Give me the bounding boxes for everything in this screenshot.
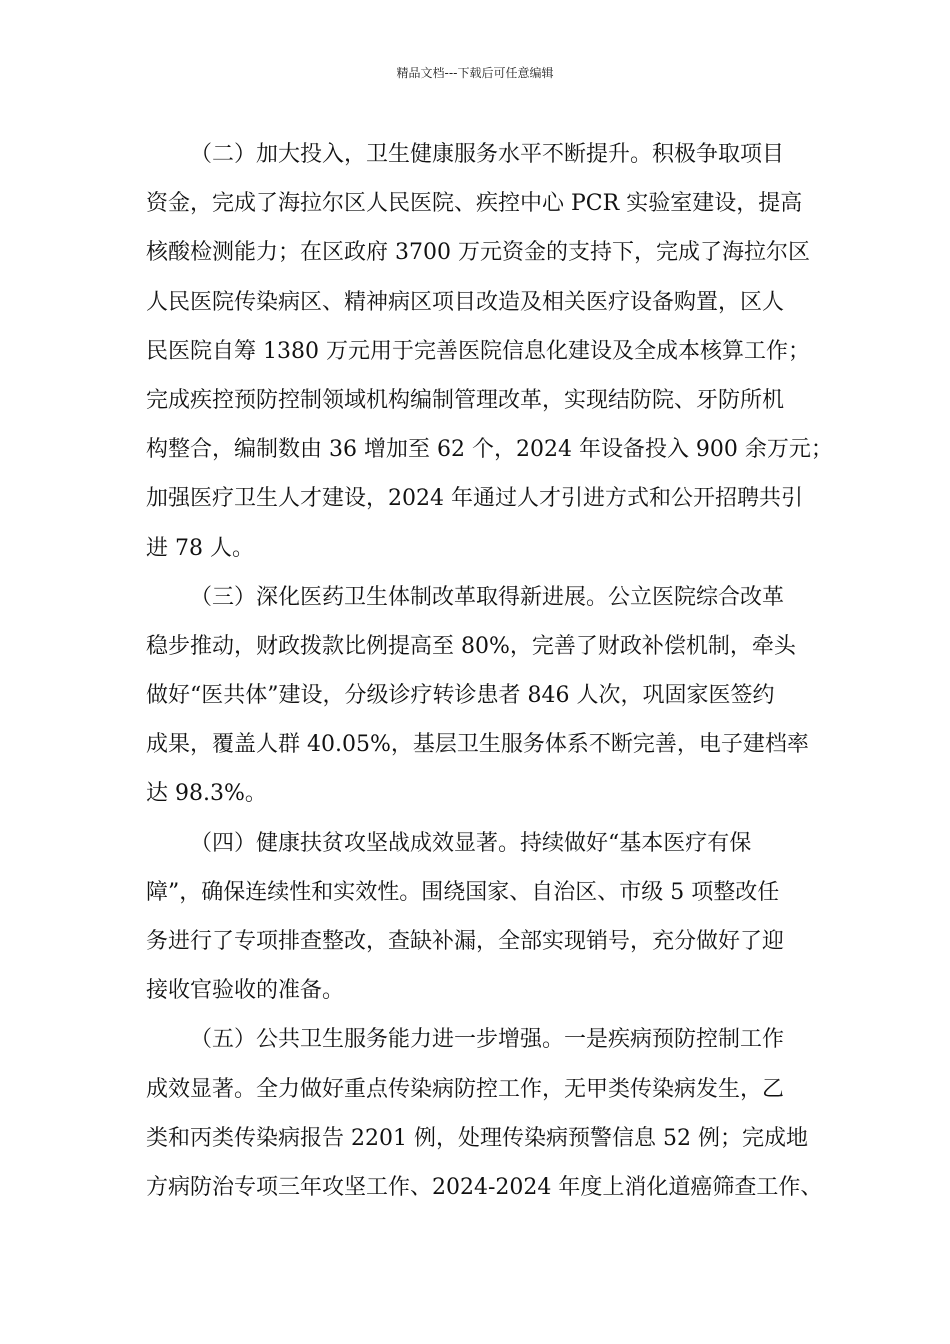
text-line: 完成疾控预防控制领域机构编制管理改革，实现结防院、牙防所机 <box>146 387 785 413</box>
text-line: 接收官验收的准备。 <box>146 978 345 1004</box>
text-line: （二）加大投入，卫生健康服务水平不断提升。积极争取项目 <box>190 142 785 167</box>
text-line: 资金，完成了海拉尔区人民医院、疾控中心 PCR 实验室建设，提高 <box>146 191 803 217</box>
page-header: 精品文档---下载后可任意编辑 <box>396 66 554 80</box>
text-line: 稳步推动，财政拨款比例提高至 80%，完善了财政补偿机制，牵头 <box>146 633 796 659</box>
text-line: 方病防治专项三年攻坚工作、2024-2024 年度上消化道癌筛查工作、 <box>146 1174 823 1200</box>
text-line: 核酸检测能力；在区政府 3700 万元资金的支持下，完成了海拉尔区 <box>146 240 810 266</box>
paragraph <box>146 130 833 573</box>
text-line: 人民医院传染病区、精神病区项目改造及相关医疗设备购置，区人 <box>146 289 785 315</box>
document-body <box>146 130 833 1212</box>
paragraph <box>146 819 806 1016</box>
text-line: （五）公共卫生服务能力进一步增强。一是疾病预防控制工作 <box>190 1027 785 1053</box>
text-line: 做好“医共体”建设，分级诊疗转诊患者 846 人次，巩固家医签约 <box>146 683 775 709</box>
text-line: 成效显著。全力做好重点传染病防控工作，无甲类传染病发生，乙 <box>146 1076 785 1102</box>
text-line: 民医院自筹 1380 万元用于完善医院信息化建设及全成本核算工作； <box>146 338 810 364</box>
text-line: 达 98.3%。 <box>146 781 267 807</box>
text-line: 务进行了专项排查整改，查缺补漏，全部实现销号，充分做好了迎 <box>146 929 785 954</box>
text-line: 类和丙类传染病报告 2201 例，处理传染病预警信息 52 例；完成地 <box>146 1125 808 1151</box>
text-line: 成果，覆盖人群 40.05%，基层卫生服务体系不断完善，电子建档率 <box>146 732 809 758</box>
text-line: 进 78 人。 <box>146 535 254 561</box>
text-line: （四）健康扶贫攻坚战成效显著。持续做好“基本医疗有保 <box>190 830 752 856</box>
paragraph <box>146 573 809 819</box>
text-line: 加强医疗卫生人才建设，2024 年通过人才引进方式和公开招聘共引 <box>146 486 803 512</box>
text-line: 障”，确保连续性和实效性。围绕国家、自治区、市级 5 项整改任 <box>146 879 780 905</box>
paragraph <box>146 1015 823 1212</box>
text-line: （三）深化医药卫生体制改革取得新进展。公立医院综合改革 <box>190 584 785 610</box>
text-line: 构整合，编制数由 36 增加至 62 个，2024 年设备投入 900 余万元； <box>146 437 833 463</box>
